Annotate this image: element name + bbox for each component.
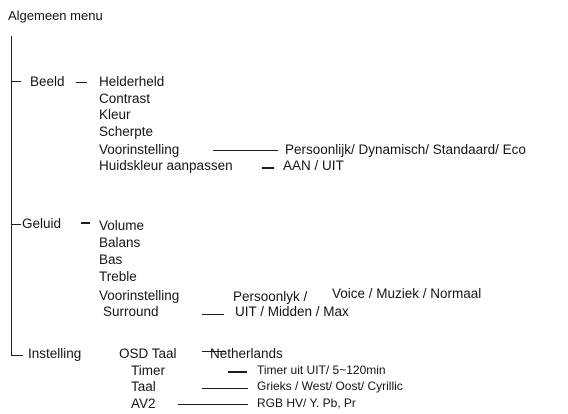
beeld-huidskleur-options: AAN / UIT [283, 158, 344, 173]
geluid-item-voorinstelling: Voorinstelling [99, 288, 180, 303]
beeld-connector [11, 81, 21, 82]
geluid-connector [11, 224, 21, 225]
geluid-surround-options: UIT / Midden / Max [235, 304, 349, 319]
geluid-label: Geluid [22, 216, 62, 231]
trunk-line [11, 36, 12, 355]
instelling-timer-label: Timer [131, 363, 165, 378]
geluid-item-bas: Bas [99, 252, 123, 267]
instelling-taal-connector [202, 388, 248, 389]
geluid-surround-connector [202, 314, 224, 315]
geluid-voorinstelling-option-a: Persoonlyk / [233, 289, 308, 304]
instelling-connector [11, 355, 23, 356]
instelling-av2-label: AV2 [131, 396, 156, 411]
beeld-dash [76, 82, 87, 83]
beeld-voorinstelling-options: Persoonlijk/ Dynamisch/ Standaard/ Eco [285, 142, 526, 157]
beeld-item-scherpte: Scherpte [99, 124, 154, 139]
beeld-item-voorinstelling: Voorinstelling [99, 142, 180, 157]
geluid-item-surround: Surround [103, 304, 159, 319]
instelling-label: Instelling [28, 346, 82, 361]
instelling-av2-value: RGB HV/ Y. Pb, Pr [257, 396, 356, 410]
beeld-item-huidskleur: Huidskleur aanpassen [99, 158, 233, 173]
geluid-item-treble: Treble [99, 269, 137, 284]
beeld-item-kleur: Kleur [99, 107, 131, 122]
geluid-item-volume: Volume [99, 218, 145, 233]
geluid-voorinstelling-option-b: Voice / Muziek / Normaal [332, 286, 482, 301]
instelling-timer-value: Timer uit UIT/ 5~120min [257, 363, 386, 377]
instelling-taal-label: Taal [131, 379, 156, 394]
beeld-item-contrast: Contrast [99, 91, 151, 106]
beeld-item-helderheld: Helderheld [99, 74, 165, 89]
instelling-timer-connector [228, 371, 247, 373]
beeld-label: Beeld [30, 74, 65, 89]
geluid-item-balans: Balans [99, 235, 141, 250]
instelling-av2-connector [178, 404, 248, 405]
instelling-osd-value: Netherlands [210, 346, 283, 361]
instelling-osd-label: OSD Taal [119, 346, 177, 361]
diagram-title: Algemeen menu [8, 8, 103, 23]
beeld-voorinstelling-connector [213, 150, 278, 151]
beeld-huidskleur-connector [262, 167, 274, 169]
geluid-dash [81, 222, 90, 224]
instelling-taal-value: Grieks / West/ Oost/ Cyrillic [257, 379, 403, 393]
